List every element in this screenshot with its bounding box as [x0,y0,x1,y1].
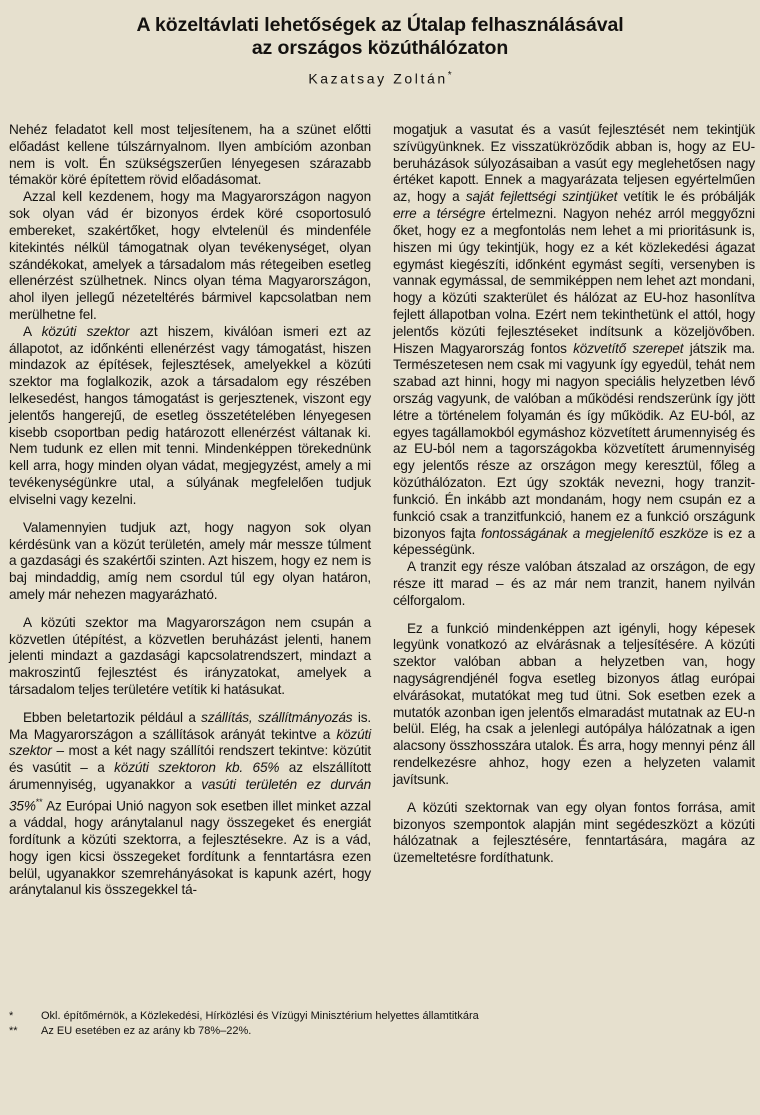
paragraph: Azzal kell kezdenem, hogy ma Magyarországon nagyon sok olyan vád ér bizonyos érdek köré csoportosuló embereket, szakértőket, hogy elvtelenül és mindenféle kitekintés nélkül támogatnak olyan tevékenységet, olyan szándékokat, amelyek a társadalom más rétegeiben esetleg ellenérzést szülhetnek. Nincs olyan téma Magyarországon, ahol ilyen jellegű nézeteltérés bármivel kapcsolatban nem merülhetne fel. [9,189,371,322]
paragraph: A tranzit egy része valóban átszalad az országon, de egy része itt marad – és az már nem tranzit, hanem nyilván célforgalom. [393,559,755,608]
paragraph [9,324,371,509]
emphasis: fontosságának a megjelenítő eszköze [480,525,709,541]
text-run: az elszállított árumennyiség, ugyanakkor a [9,760,372,793]
footnote-text: Okl. építőmérnök, a Közlekedési, Hírközlési és Vízügyi Minisztérium helyettes államtitkára [41,1010,479,1022]
footnote-text: Az EU esetében ez az arány kb 78%–22%. [41,1025,252,1037]
text-run: – most a két nagy szállítói rendszert tekintve: közútit és vasútit – a [9,743,371,776]
text-run: Az Európai Unió nagyon sok esetben illet minket azzal a váddal, hogy aránytalanul nagy összegeket és energiát fordítunk a közúti szektorra, a fejlesztésekre. Az is a vád, hogy igen kicsi összegeket fordítunk a fenntartásra ezen belül, ugyanakkor szemrehányásokat is kapunk azért, hogy aránytalanul kis összegekkel tá- [9,798,371,898]
text-run: mogatjuk a vasutat és a vasút fejlesztését nem tekintjük szívügyünknek. Ez visszatükröződik abban is, hogy az EU-beruházások súlyozásaiban a vasút egy meglehetősen nagy értéket kapott. Ennek a magyarázata teljesen egyértelműen az, hogy a [393,122,755,205]
footnote [9,1024,749,1039]
emphasis: közúti szektor [41,323,130,339]
paragraph: Valamennyien tudjuk azt, hogy nagyon sok olyan kérdésünk van a közút területén, amely már messze túlment a gazdasági és szakértői szinten. Azt hiszem, hogy ez nem is baj mindaddig, amíg nem csordul túl egy olyan határon, amely már nehezen magyarázható. [9,519,371,602]
paragraph [393,122,755,559]
emphasis: vasúti területén ez durván 35% [9,777,371,814]
text-run: Ebben beletartozik például a [23,709,202,725]
footnote [9,1009,749,1024]
footnote-mark: * [9,1010,14,1022]
text-run: is ez a képességünk. [393,525,755,558]
text-run: A [23,323,42,339]
left-column [9,122,371,992]
body-columns [9,122,755,992]
emphasis: szállítás, szállítmányozás [201,709,353,725]
footnote-mark: ** [9,1025,18,1037]
title-line-1: A közeltávlati lehetőségek az Útalap felhasználásával [136,14,624,36]
emphasis: közvetítő szerepet [573,340,684,356]
title-line-2: az országos közúthálózaton [251,37,509,59]
article-title [0,0,760,60]
text-run: azt hiszem, kiválóan ismeri ezt az állapotot, az időnkénti ellenérzést vagy támogatást, hiszen mindazok az építések, fejlesztések, amelyekkel a közúti szektor ma foglalkozik, azok a társadalom egy részében lelkesedést, hangos támogatást is gerjesztenek, viszont egy jelentős hangerejű, de esetleg összetételében lényegesen kisebb csoportban pedig határozott ellenérzést váltanak ki. Nem tudunk ez ellen mit tenni. Mindenképpen törekednünk kell arra, hogy minden olyan vádat, megjegyzést, amely a mi tevékenységünkre utal, a súlyának megfelelően tudjuk elviselni vagy kezelni. [9,323,371,507]
paragraph: Nehéz feladatot kell most teljesítenem, ha a szünet előtti előadást kellene túlszárnyalnom. Ilyen ambícióm azonban nem is volt. Én szükségszerűen lényegesen szárazabb témakör köré építettem rövid előadásomat. [9,122,371,188]
emphasis: erre a térségre [393,206,486,222]
author-footnote-mark: * [447,70,452,81]
emphasis: közúti szektoron kb. 65% [114,760,280,776]
paragraph: Ez a funkció mindenképpen azt igényli, hogy képesek legyünk vonatkozó az elvárásnak a teljesítésére. A közúti szektor valóban abban a helyzetben van, hogy nagyságrendjénél fogva esetleg bizonyos átlag európai elvárásokat, mutatókat meg tud ütni. Sok esetben ezek a mutatók azonban igen jelentős elmaradást mutatnak az EU-n belül. Elég, ha csak a jelenlegi autópálya hálózatnak a igen alacsony összhosszára utalok. És arra, hogy mennyi pénz áll rendelkezésre ahhoz, hogy ezen a helyzeten valamit javítsunk. [393,620,755,787]
text-run: vetítik le és próbálják [617,189,755,205]
author-line [0,70,760,87]
emphasis: közúti szektor [9,726,371,759]
text-run: értelmezni. Nagyon nehéz arról meggyőzni őket, hogy ez a megfontolás nem lehet a mi prioritásunk is, hiszen mi úgy tekintjük, hogy ez a két közlekedési ágazat egymást kiegészíti, időnként egymást segíti, versenyben is vannak egymással, de semmiképpen nem lehet azt mondani, hogy a közúti szakterület és hálózat az EU-hoz hasonlítva fejlett állapotban volna. Ezért nem tekinthetünk el attól, hogy jelentős közúti fejlesztéseket indítsunk a közeljövőben. Hiszen Magyarország fontos [393,206,756,356]
footnote-ref: ** [35,796,43,807]
paragraph: A közúti szektor ma Magyarországon nem csupán a közvetlen útépítést, a közvetlen beruházást jelenti, hanem jelenti mindazt a gazdasági kapcsolatrendszert, mindazt a makroszintű fejlesztést és irányzatokat, amelyek a társadalom teljes területére vetítik ki hatásukat. [9,614,371,697]
text-run: játszik ma. Természetesen nem csak mi vagyunk így egyedül, tehát nem szabad azt hinni, hogy mi nagyon speciális helyzetben lévő ország vagyunk, de valóban a működési rendszerünk így jött létre a történelem folyamán és így működik. Az EU-ból, az egyes tagállamokból egymáshoz közvetített árumennyiség és az EU-ból nem a tagországokba közvetített árumennyiség egy jelentős része az országon megy keresztül, főleg a közúthálózaton. Ezt úgy szokták nevezni, hogy tranzit-funkció. Én inkább azt mondanám, hogy nem csupán ez a funkció csak a tranzitfunkció, hanem ez a funkció országunk bizonyos fajta [393,340,755,541]
emphasis: saját fejlettségi szintjüket [465,189,618,205]
right-column [393,122,755,992]
paragraph [9,710,371,899]
author-name: Kazatsay Zoltán [308,70,448,87]
text-run: is. Ma Magyarországon a szállítások arányát tekintve a [9,709,372,742]
footnotes [9,1009,749,1039]
paragraph: A közúti szektornak van egy olyan fontos forrása, amit bizonyos szempontok alapján mint segédeszközt a közúti hálózatnak a fejlesztésére, fenntartására, magára az üzemeltetésre fordíthatunk. [393,799,755,866]
